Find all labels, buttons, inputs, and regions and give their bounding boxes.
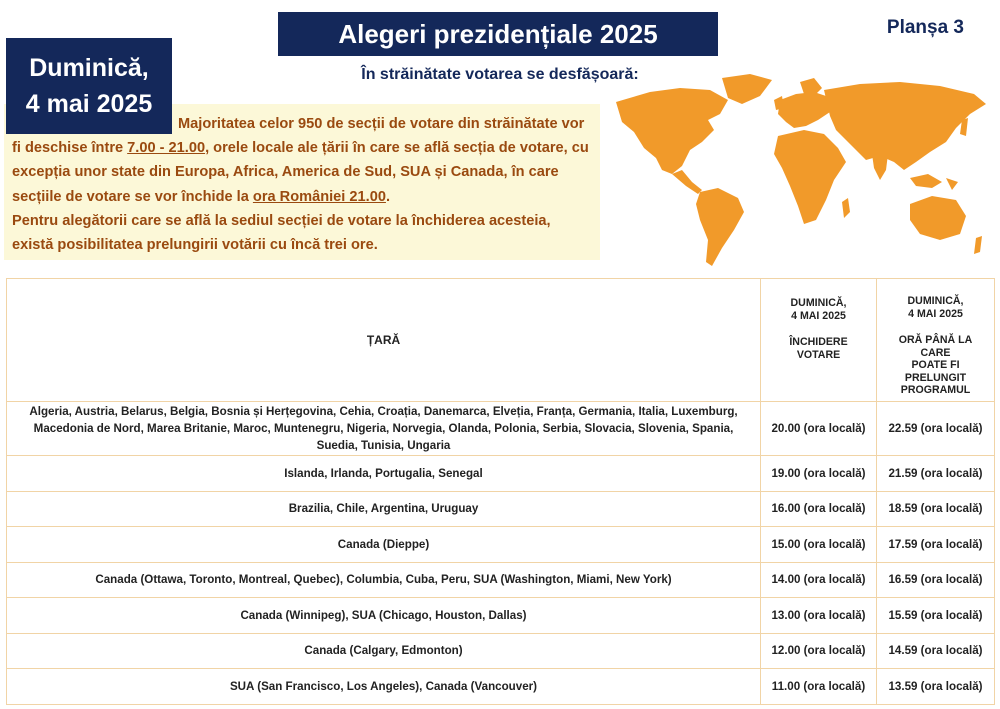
subtitle: În străinătate votarea se desfășoară:: [361, 66, 639, 83]
header-ext-date-2: 4 MAI 2025: [908, 307, 963, 320]
cell-countries: Canada (Winnipeg), SUA (Chicago, Houston, Dallas): [7, 598, 761, 634]
cell-extend: 22.59 (ora locală): [877, 402, 995, 456]
cell-countries: Canada (Dieppe): [7, 527, 761, 563]
table-row: [7, 456, 995, 492]
cell-close: 16.00 (ora locală): [761, 491, 877, 527]
schedule-table: [6, 278, 995, 705]
cell-close: 12.00 (ora locală): [761, 633, 877, 669]
table-row: [7, 527, 995, 563]
info-text-d: Pentru alegătorii care se află la sediul secției de votare la închiderea acesteia, există posibilitatea prelungirii votării cu încă trei ore.: [12, 212, 551, 254]
header-ext-date-1: DUMINICĂ,: [907, 295, 964, 307]
cell-countries: Canada (Calgary, Edmonton): [7, 633, 761, 669]
plate-label: Planșa 3: [886, 17, 964, 38]
cell-countries: Islanda, Irlanda, Portugalia, Senegal: [7, 456, 761, 492]
header-close-date-1: DUMINICĂ,: [790, 297, 847, 309]
header-close: [761, 279, 877, 402]
cell-extend: 17.59 (ora locală): [877, 527, 995, 563]
cell-close: 14.00 (ora locală): [761, 562, 877, 598]
table-row: [7, 669, 995, 705]
cell-close: 11.00 (ora locală): [761, 669, 877, 705]
info-text-b: , orele locale ale țării în care se află secția de votare, cu excepția unor state din Europa, Africa, America de Sud, SUA și Canada, în care secțiile de votare se vor închide la: [12, 140, 589, 205]
cell-close: 13.00 (ora locală): [761, 598, 877, 634]
page-title: Alegeri prezidențiale 2025: [338, 18, 658, 49]
header-close-date-2: 4 MAI 2025: [791, 309, 846, 322]
table-row: [7, 562, 995, 598]
cell-extend: 16.59 (ora locală): [877, 562, 995, 598]
title-banner: [278, 12, 718, 56]
cell-extend: 18.59 (ora locală): [877, 491, 995, 527]
info-text-c: .: [385, 188, 390, 205]
world-map-icon: [610, 70, 995, 275]
cell-extend: 21.59 (ora locală): [877, 456, 995, 492]
info-hours: 7.00 - 21.00: [127, 140, 206, 157]
header-ext-label-2: POATE FI PRELUNGIT: [904, 359, 967, 384]
cell-extend: 14.59 (ora locală): [877, 633, 995, 669]
cell-extend: 13.59 (ora locală): [877, 669, 995, 705]
header-ext-label-1: ORĂ PÂNĂ LA CARE: [898, 334, 973, 359]
cell-close: 19.00 (ora locală): [761, 456, 877, 492]
header-country-label: ȚARĂ: [366, 332, 401, 347]
table-row: [7, 598, 995, 634]
info-text-a: Majoritatea celor 950 de secții de votare din străinătate vor fi deschise între: [12, 116, 585, 157]
cell-countries: Brazilia, Chile, Argentina, Uruguay: [7, 491, 761, 527]
cell-countries: SUA (San Francisco, Los Angeles), Canada (Vancouver): [7, 669, 761, 705]
table-row: [7, 491, 995, 527]
table-row: [7, 402, 995, 456]
header-ext-label-3: PROGRAMUL: [900, 384, 971, 396]
cell-countries: Algeria, Austria, Belarus, Belgia, Bosnia și Herțegovina, Cehia, Croația, Danemarca, Elveția, Franța, Germania, Italia, Luxemburg, Macedonia de Nord, Marea Britanie, Maroc, Muntenegru, Nigeria, Norvegia, Olanda, Polonia, Serbia, Slovacia, Slovenia, Spania, Suedia, Tunisia, Ungaria: [7, 402, 761, 456]
table-header-row: [7, 279, 995, 402]
date-banner: [6, 38, 172, 134]
cell-close: 20.00 (ora locală): [761, 402, 877, 456]
world-map-svg: [610, 70, 995, 275]
header-country: [7, 279, 761, 402]
date-line-2: 4 mai 2025: [25, 90, 153, 118]
cell-countries: Canada (Ottawa, Toronto, Montreal, Quebec), Columbia, Cuba, Peru, SUA (Washington, Miami, New York): [7, 562, 761, 598]
header-extend: [877, 279, 995, 402]
info-romania-time: ora României 21.00: [252, 188, 386, 205]
header-close-label-1: ÎNCHIDERE: [789, 336, 848, 348]
date-line-1: Duminică,: [29, 54, 149, 82]
cell-close: 15.00 (ora locală): [761, 527, 877, 563]
table-row: [7, 633, 995, 669]
header-close-label-2: VOTARE: [796, 348, 841, 361]
cell-extend: 15.59 (ora locală): [877, 598, 995, 634]
